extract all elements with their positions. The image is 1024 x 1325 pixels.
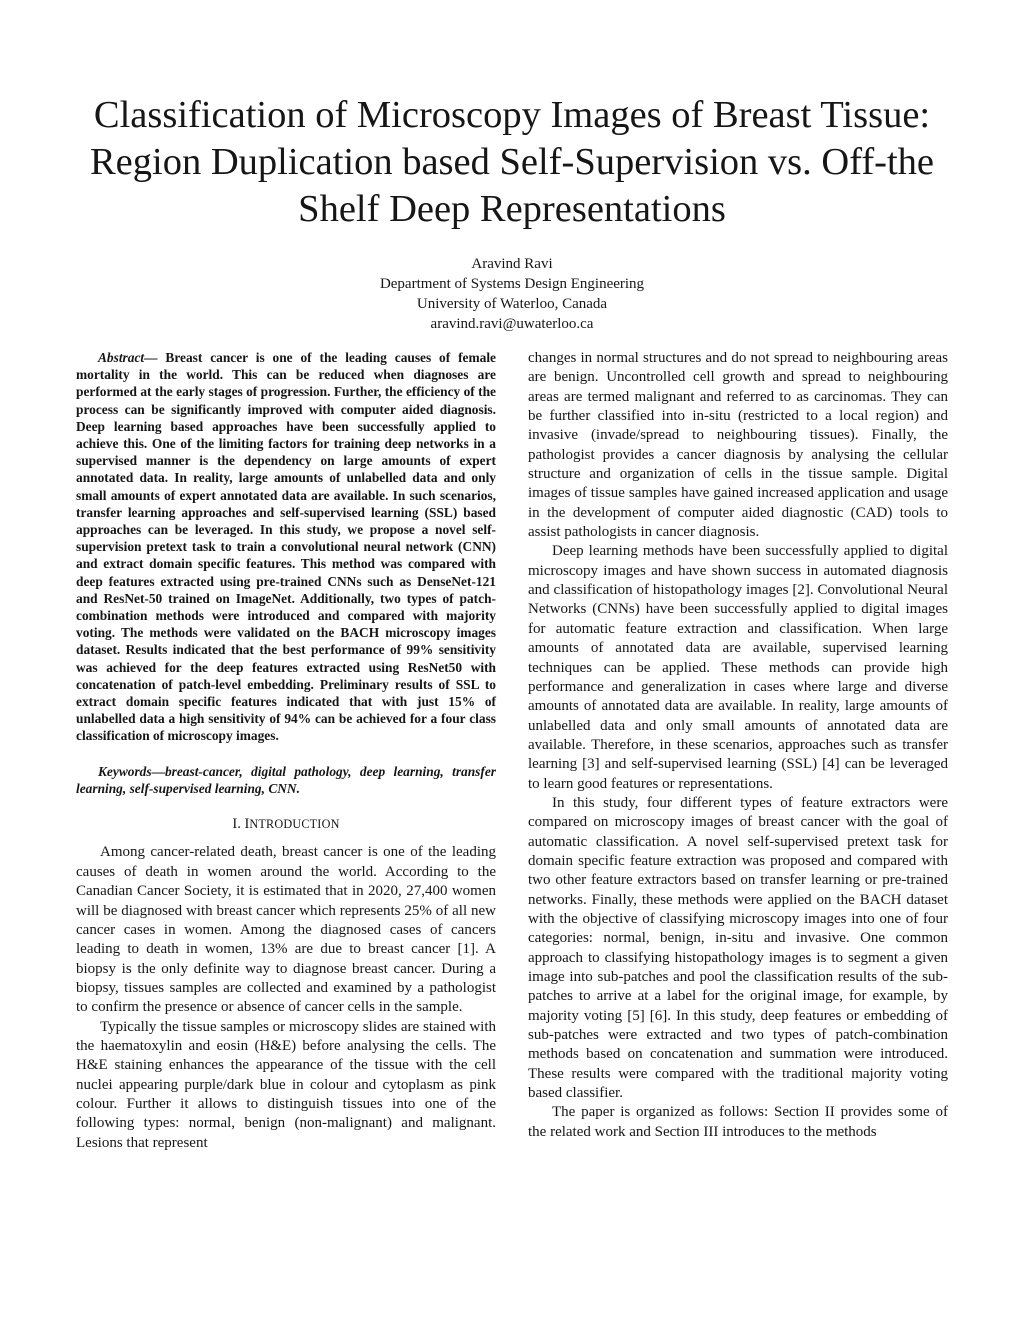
intro-paragraph-1: Among cancer-related death, breast cancer is one of the leading causes of death in women around the world. According to the Canadian Cancer Society, it is estimated that in 2020, 27,400 women will be diagnosed with breast cancer which represents 25% of all new cancer cases in women. Among the diagnosed cases of cancers leading to death in women, 13% are due to breast cancer [1]. A biopsy is the only definite way to diagnose breast cancer. During a biopsy, tissues samples are collected and examined by a pathologist to confirm the presence or absence of cancer cells in the sample.	[76, 844, 496, 1016]
section-title-initial: I	[244, 816, 250, 833]
author-email: aravind.ravi@uwaterloo.ca	[430, 316, 594, 332]
abstract	[76, 349, 496, 745]
section-heading-introduction	[76, 815, 496, 833]
right-column	[528, 349, 948, 1142]
author-university: University of Waterloo, Canada	[416, 296, 608, 312]
intro-paragraph-2: Typically the tissue samples or microscopy slides are stained with the haematoxylin and eosin (H&E) before analysing the cells. The H&E staining enhances the appearance of the tissue with the cell nuclei appearing purple/dark blue in colour and cytoplasm as pink colour. Further it allows to distinguish tissues into one of the following types: normal, benign (non-malignant) and malignant. Lesions that represent	[76, 1018, 496, 1151]
author-name: Aravind Ravi	[471, 256, 553, 272]
author-block	[212, 254, 812, 334]
section-number: I.	[232, 816, 241, 833]
paper-title: Classification of Microscopy Images of Breast Tissue: Region Duplication based Self-Supervision vs. Off-the Shelf Deep Representations	[89, 94, 934, 230]
keywords: Keywords—breast-cancer, digital pathology, deep learning, transfer learning, self-supervised learning, CNN.	[76, 763, 496, 797]
left-column	[76, 349, 496, 1153]
abstract-text: Breast cancer is one of the leading causes of female mortality in the world. This can be reduced when diagnoses are performed at the early stages of progression. Further, the efficiency of the process can be significantly improved with computer aided diagnosis. Deep learning based approaches have been successfully applied to achieve this. One of the limiting factors for training deep networks in a supervised manner is the dependency on large amounts of expert annotated data. In reality, large amounts of unlabelled data and only small amounts of expert annotated data are available. In such scenarios, transfer learning approaches and self-supervised learning (SSL) based approaches can be leveraged. In this study, we propose a novel self-supervision pretext task to train a convolutional neural network (CNN) and extract domain specific features. This method was compared with deep features extracted using pre-trained CNNs such as DenseNet-121 and ResNet-50 trained on ImageNet. Additionally, two types of patch-combination methods were introduced and compared with majority voting. The methods were validated on the BACH microscopy images dataset. Results indicated that the best performance of 99% sensitivity was achieved for the deep features extracted using ResNet50 with concatenation of patch-level embedding. Preliminary results of SSL to extract domain specific features indicated that with just 15% of unlabelled data a high sensitivity of 94% can be achieved for a four class classification of microscopy images.	[76, 350, 496, 744]
abstract-lead: Abstract—	[98, 350, 158, 365]
section-title-rest: NTRODUCTION	[249, 817, 340, 832]
body-paragraph-this-study: In this study, four different types of feature extractors were compared on microscopy images of breast cancer with the goal of automatic classification. A novel self-supervised pretext task for domain specific feature extraction was proposed and compared with two other feature extractors based on transfer learning or pre-trained networks. Finally, these methods were applied on the BACH dataset with the objective of classifying microscopy images into one of four categories: normal, benign, in-situ and invasive. One common approach to classifying histopathology images is to segment a given image into sub-patches and pool the classification results of the sub-patches to arrive at a label for the original image, for example, by majority voting [5] [6]. In this study, deep features or embedding of sub-patches were extracted and two types of patch-combination methods based on concatenation and summation were introduced. These results were compared with the traditional majority voting based classifier.	[528, 794, 948, 1102]
body-paragraph-organization: The paper is organized as follows: Section II provides some of the related work and Section III introduces to the methods	[528, 1104, 948, 1140]
author-department: Department of Systems Design Engineering	[379, 276, 645, 292]
body-paragraph-deep-learning: Deep learning methods have been successfully applied to digital microscopy images and have shown success in automated diagnosis and classification of histopathology images [2]. Convolutional Neural Networks (CNNs) have been successfully applied to digital images for automatic feature extraction and classification. When large amounts of annotated data are available, supervised learning techniques can be applied. These methods can provide high performance and generalization in cases where large and diverse amounts of annotated data are available. In reality, large amounts of unlabelled data and only small amounts of annotated data are available. Therefore, in these scenarios, approaches such as transfer learning [3] and self-supervised learning (SSL) [4] can be leveraged to learn good features or representations.	[528, 543, 948, 792]
body-paragraph-continued: changes in normal structures and do not spread to neighbouring areas are benign. Uncontrolled cell growth and spread to neighbouring areas are termed malignant and referred to as carcinomas. They can be further classified into in-situ (restricted to a local region) and invasive (invade/spread to neighbouring tissues). Finally, the pathologist provides a cancer diagnosis by analysing the cellular structure and organization of cells in the tissue sample. Digital images of tissue samples have gained increased application and usage in the development of computer aided diagnostic (CAD) tools to assist pathologists in cancer diagnosis.	[528, 350, 948, 541]
